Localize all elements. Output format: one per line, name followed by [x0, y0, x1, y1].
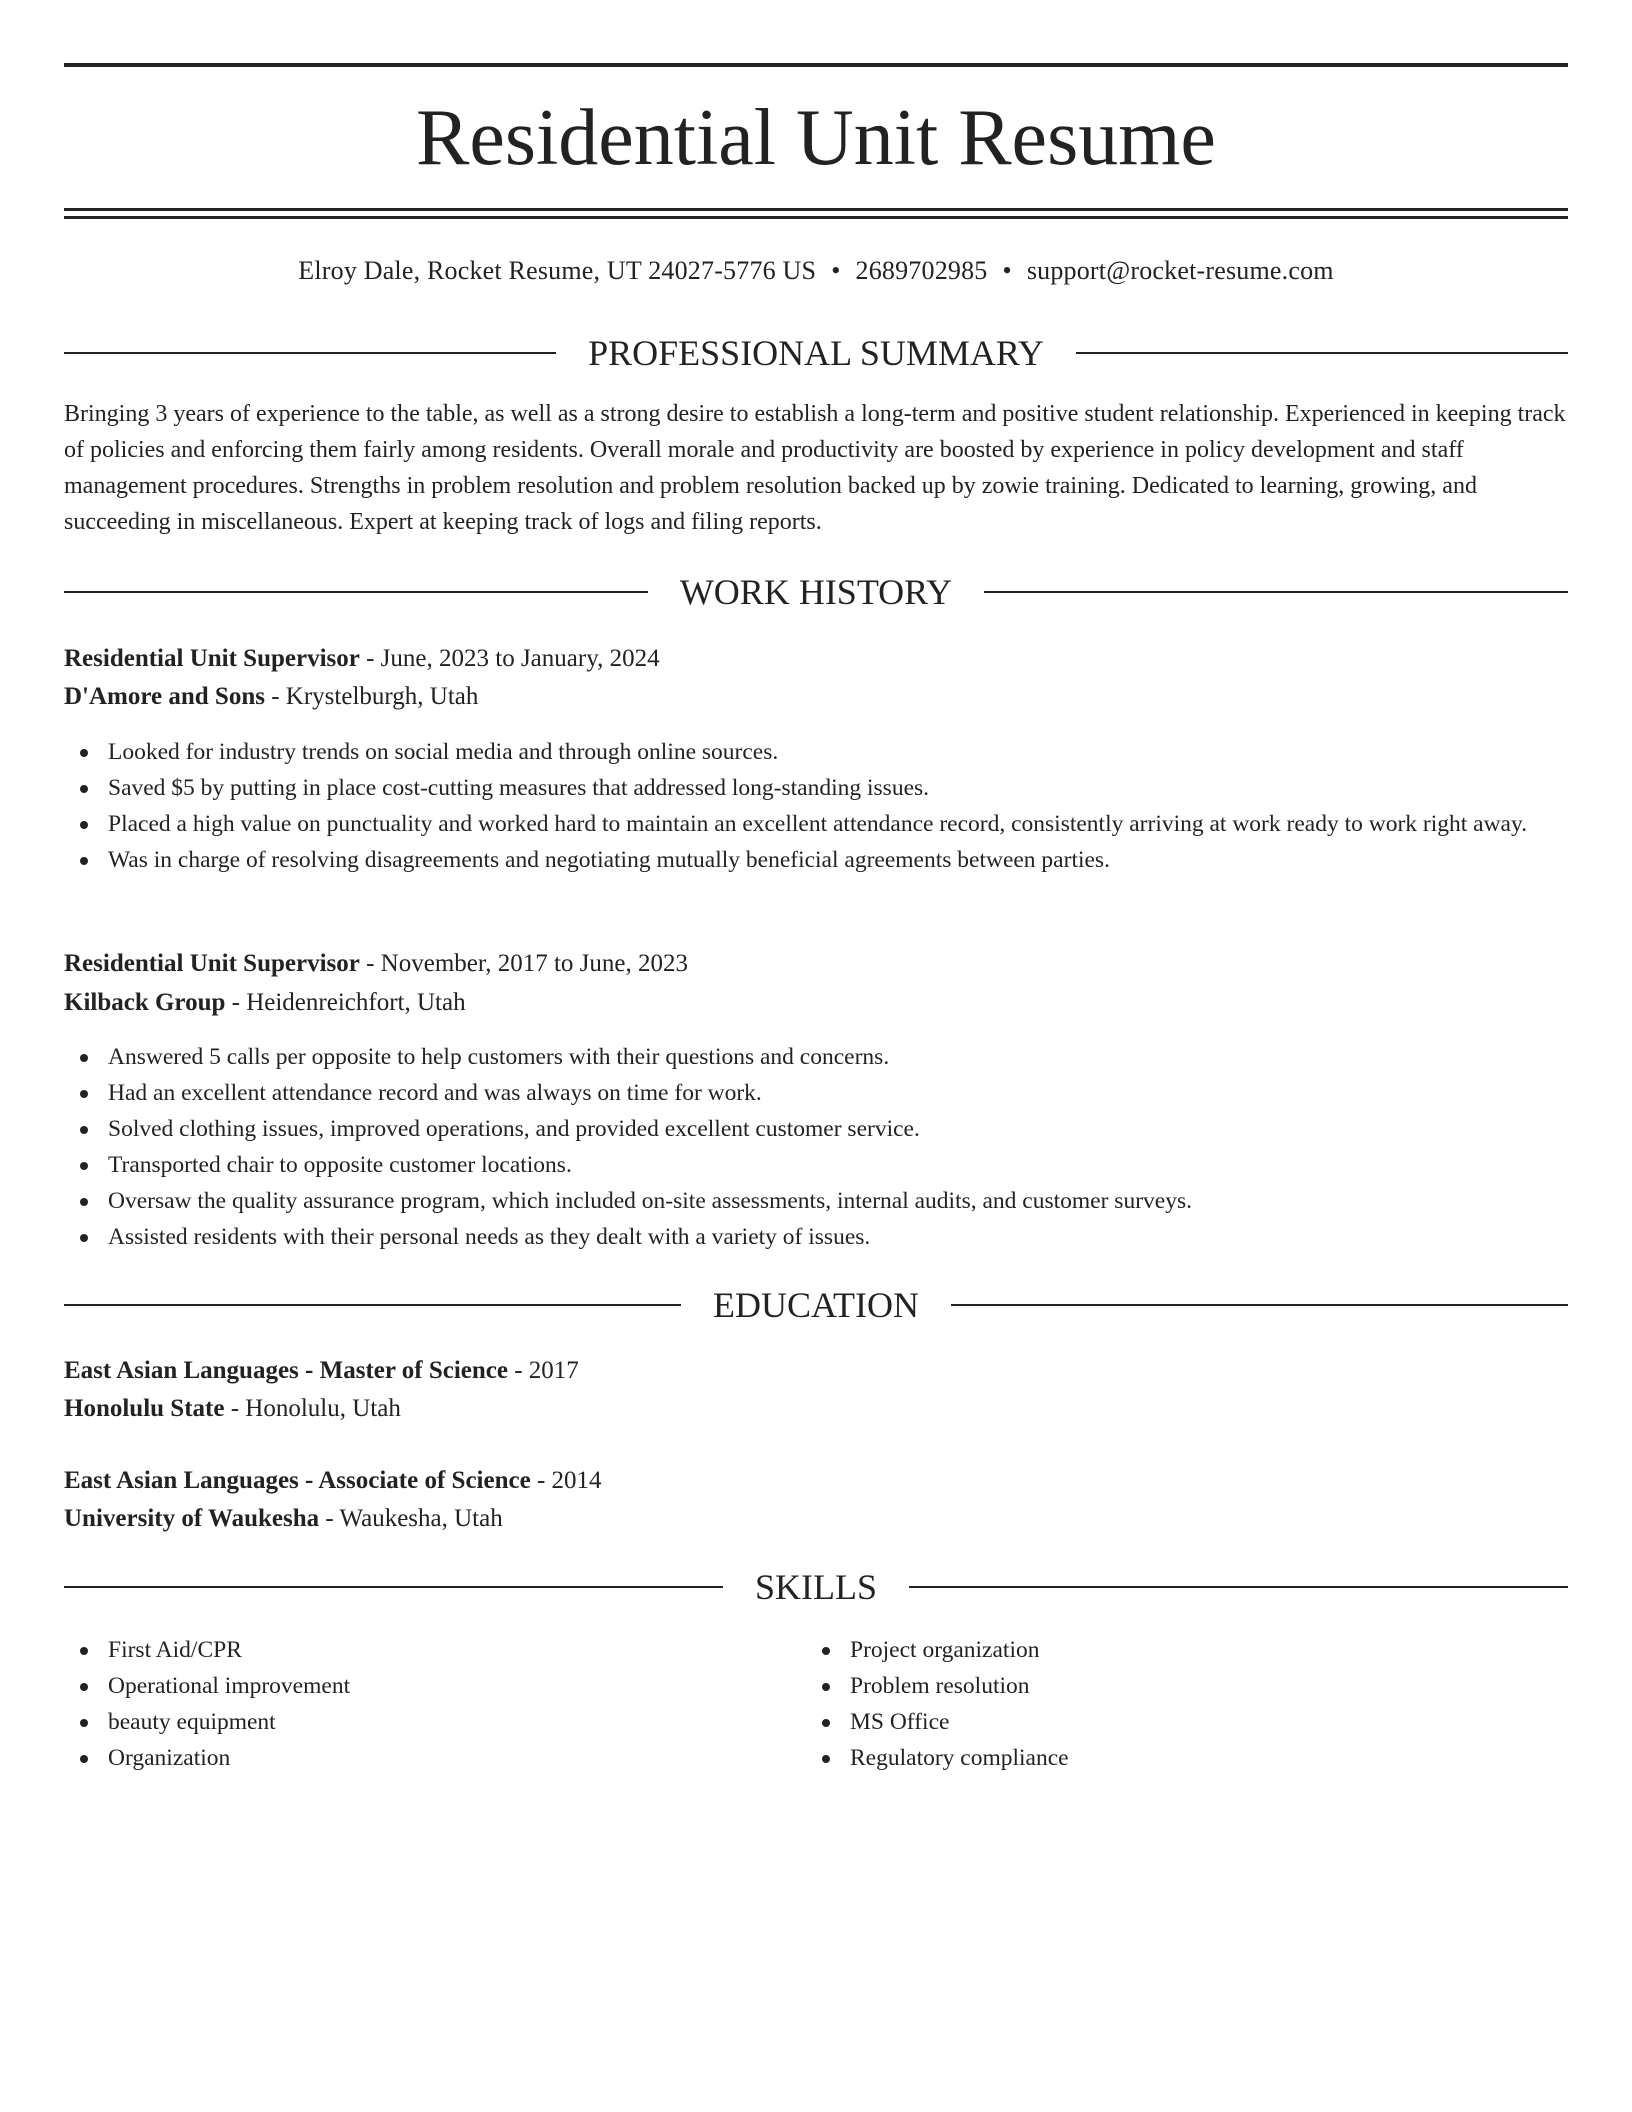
- list-item: First Aid/CPR: [64, 1632, 764, 1668]
- education-degree-line: [64, 1354, 1568, 1388]
- heading-rule-right: [1076, 352, 1568, 354]
- heading-rule-left: [64, 1304, 681, 1306]
- education-school: University of Waukesha: [64, 1505, 320, 1532]
- list-item: MS Office: [806, 1704, 1506, 1740]
- list-item: Assisted residents with their personal needs as they dealt with a variety of issues.: [64, 1219, 1568, 1255]
- work-history-heading-label: WORK HISTORY: [679, 572, 953, 612]
- list-item: Problem resolution: [806, 1668, 1506, 1704]
- heading-rule-right: [984, 591, 1568, 593]
- job-title-line: [64, 642, 1568, 676]
- education-degree-line: [64, 1464, 1568, 1498]
- bullet-icon: [80, 1198, 88, 1206]
- bullet-icon: [80, 857, 88, 865]
- job-location: - Heidenreichfort, Utah: [225, 989, 466, 1016]
- education-location: - Honolulu, Utah: [224, 1395, 401, 1422]
- education-degree: East Asian Languages - Master of Science: [64, 1357, 508, 1384]
- skills-list-right: [806, 1632, 1506, 1776]
- list-item: Answered 5 calls per opposite to help customers with their questions and concerns.: [64, 1039, 1568, 1075]
- education-year: - 2017: [507, 1357, 579, 1384]
- skills-heading-label: SKILLS: [755, 1567, 878, 1607]
- job-bullets: [64, 734, 1568, 878]
- bullet-icon: [822, 1755, 830, 1763]
- list-item: beauty equipment: [64, 1704, 764, 1740]
- list-item: Solved clothing issues, improved operations, and provided excellent customer service.: [64, 1111, 1568, 1147]
- job-dates: - June, 2023 to January, 2024: [359, 645, 660, 672]
- bullet-icon: [80, 1647, 88, 1655]
- education-degree: East Asian Languages - Associate of Science: [64, 1467, 531, 1494]
- bullet-icon: [80, 1054, 88, 1062]
- list-item: Oversaw the quality assurance program, which included on-site assessments, internal audits, and customer surveys.: [64, 1183, 1568, 1219]
- heading-rule-left: [64, 591, 648, 593]
- list-item: Placed a high value on punctuality and worked hard to maintain an excellent attendance record, consistently arriving at work ready to work right away.: [64, 806, 1568, 842]
- work-history-heading: [64, 570, 1568, 614]
- list-item: Saved $5 by putting in place cost-cutting measures that addressed long-standing issues.: [64, 770, 1568, 806]
- contact-phone: 2689702985: [855, 256, 988, 285]
- job-title: Residential Unit Supervisor: [64, 645, 360, 672]
- job-company-line: [64, 680, 1568, 714]
- job-bullets: [64, 1039, 1568, 1255]
- bullet-icon: [80, 1162, 88, 1170]
- heading-rule-right: [909, 1586, 1568, 1588]
- bullet-icon: [822, 1647, 830, 1655]
- job-location: - Krystelburgh, Utah: [264, 683, 479, 710]
- bullet-icon: [80, 821, 88, 829]
- education-location: - Waukesha, Utah: [319, 1505, 503, 1532]
- bullet-icon: [80, 1719, 88, 1727]
- job-company: Kilback Group: [64, 989, 226, 1016]
- list-item: Operational improvement: [64, 1668, 764, 1704]
- job-company-line: [64, 986, 1568, 1020]
- bullet-icon: [822, 1719, 830, 1727]
- job-company: D'Amore and Sons: [64, 683, 265, 710]
- bullet-icon: [80, 1090, 88, 1098]
- education-heading-label: EDUCATION: [713, 1285, 919, 1325]
- contact-separator: •: [831, 256, 841, 285]
- list-item: Project organization: [806, 1632, 1506, 1668]
- education-school: Honolulu State: [64, 1395, 225, 1422]
- resume-title: Residential Unit Resume: [416, 94, 1216, 182]
- skills-list-left: [64, 1632, 764, 1776]
- education-heading: [64, 1283, 1568, 1327]
- list-item: Was in charge of resolving disagreements and negotiating mutually beneficial agreements between parties.: [64, 842, 1568, 878]
- job-dates: - November, 2017 to June, 2023: [359, 950, 688, 977]
- list-item: Organization: [64, 1740, 764, 1776]
- job-title-line: [64, 947, 1568, 981]
- bullet-icon: [80, 1126, 88, 1134]
- contact-line: [64, 254, 1568, 288]
- summary-heading: [64, 331, 1568, 375]
- heading-rule-right: [951, 1304, 1568, 1306]
- heading-rule-left: [64, 352, 556, 354]
- list-item: Regulatory compliance: [806, 1740, 1506, 1776]
- bullet-icon: [80, 1755, 88, 1763]
- contact-separator: •: [1002, 256, 1012, 285]
- title-rule-upper: [64, 208, 1568, 211]
- bullet-icon: [822, 1683, 830, 1691]
- bullet-icon: [80, 1683, 88, 1691]
- education-school-line: [64, 1392, 1568, 1426]
- bullet-icon: [80, 749, 88, 757]
- title-rule-lower: [64, 216, 1568, 219]
- top-rule: [64, 63, 1568, 67]
- summary-heading-label: PROFESSIONAL SUMMARY: [588, 333, 1044, 373]
- education-year: - 2014: [530, 1467, 602, 1494]
- education-school-line: [64, 1502, 1568, 1536]
- job-title: Residential Unit Supervisor: [64, 950, 360, 977]
- list-item: Had an excellent attendance record and was always on time for work.: [64, 1075, 1568, 1111]
- summary-text: Bringing 3 years of experience to the table, as well as a strong desire to establish a long-term and positive student relationship. Experienced in keeping track of policies and enforcing them fairly among residents. Overall morale and productivity are boosted by experience in policy development and staff management procedures. Strengths in problem resolution and problem resolution backed up by zowie training. Dedicated to learning, growing, and succeeding in miscellaneous. Expert at keeping track of logs and filing reports.: [64, 401, 1566, 535]
- skills-heading: [64, 1565, 1568, 1609]
- list-item: Transported chair to opposite customer locations.: [64, 1147, 1568, 1183]
- contact-email[interactable]: support@rocket-resume.com: [1026, 256, 1334, 285]
- heading-rule-left: [64, 1586, 723, 1588]
- bullet-icon: [80, 785, 88, 793]
- bullet-icon: [80, 1234, 88, 1242]
- list-item: Looked for industry trends on social media and through online sources.: [64, 734, 1568, 770]
- contact-address: Elroy Dale, Rocket Resume, UT 24027-5776 US: [298, 256, 817, 285]
